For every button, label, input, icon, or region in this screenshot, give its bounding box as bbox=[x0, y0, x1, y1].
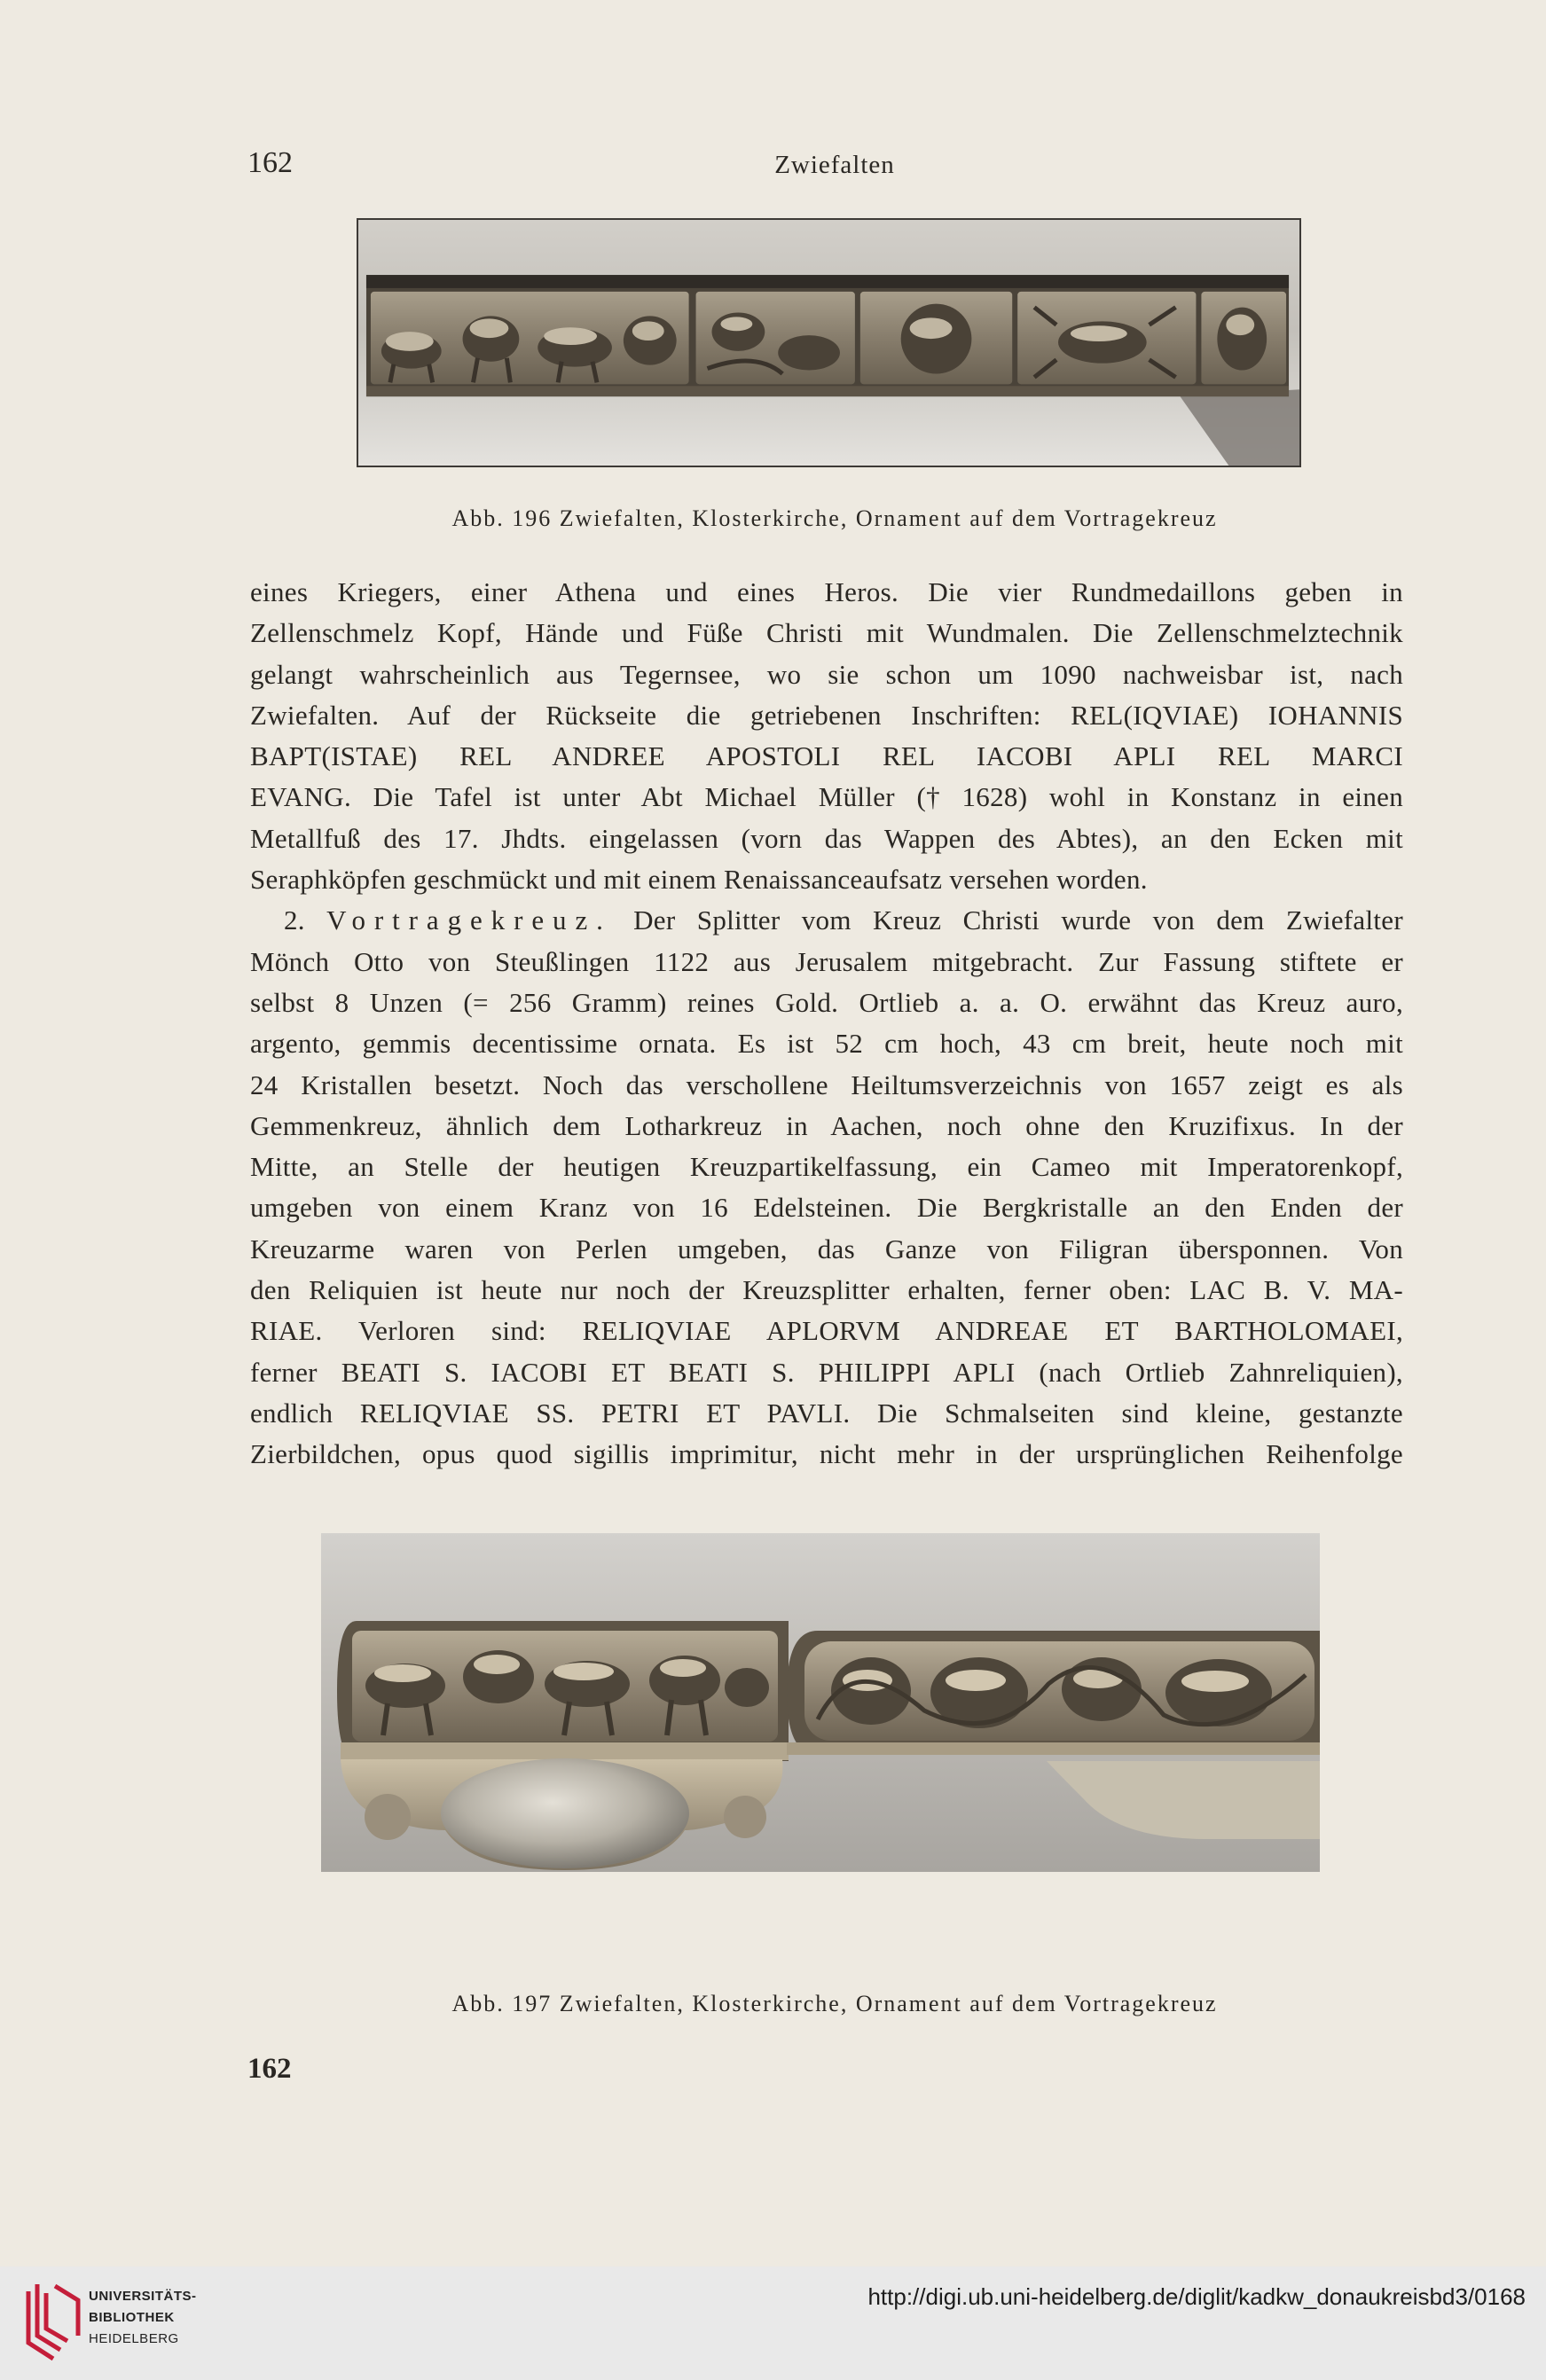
figure-196-photo bbox=[358, 220, 1299, 466]
text-line-content: Mönch Otto von Steußlingen 1122 aus Jerusalem mitgebracht. Zur Fassung stiftete er bbox=[250, 945, 1403, 977]
crystal-knob-left bbox=[365, 1794, 411, 1840]
rock-crystal bbox=[441, 1758, 689, 1868]
relief-highlight bbox=[470, 318, 509, 338]
relief-highlight bbox=[1071, 325, 1127, 341]
text-line-content: Seraphköpfen geschmückt und mit einem Renaissanceaufsatz versehen worden. bbox=[250, 864, 1148, 896]
running-header: Zwiefalten bbox=[774, 151, 895, 179]
text-line-content: selbst 8 Unzen (= 256 Gramm) reines Gold. Ortlieb a. a. O. erwähnt das Kreuz auro, bbox=[250, 986, 1403, 1018]
ornament-panel-5 bbox=[1201, 292, 1286, 384]
relief-highlight bbox=[660, 1659, 706, 1677]
ornament-panel-4 bbox=[1017, 292, 1196, 384]
text-line bbox=[250, 1393, 1403, 1434]
logo-stroke bbox=[46, 2293, 67, 2341]
library-name-line-1: UNIVERSITÄTS- bbox=[89, 2289, 197, 2304]
text-line-content: 24 Kristallen besetzt. Noch das verschollene Heiltumsverzeichnis von 1657 zeigt es als bbox=[250, 1069, 1403, 1100]
text-line bbox=[250, 983, 1403, 1023]
section-term: Vortragekreuz. bbox=[326, 904, 612, 936]
ornament-panel-1 bbox=[371, 292, 689, 384]
paragraph-2 bbox=[250, 900, 1403, 1475]
text-line-content bbox=[284, 900, 1403, 941]
text-line bbox=[250, 859, 1403, 900]
text-line bbox=[250, 1065, 1403, 1106]
text-line-content: argento, gemmis decentissime ornata. Es ist 52 cm hoch, 43 cm breit, heute noch mit bbox=[250, 1028, 1403, 1060]
body-text bbox=[250, 572, 1403, 1476]
relief-highlight bbox=[720, 317, 752, 331]
page-number-top: 162 bbox=[247, 146, 293, 179]
text-line-content: EVANG. Die Tafel ist unter Abt Michael Müller († 1628) wohl in Konstanz in einen bbox=[250, 781, 1403, 813]
text-line bbox=[250, 942, 1403, 983]
text-line bbox=[250, 1187, 1403, 1228]
relief-shadow bbox=[901, 304, 972, 374]
relief-shadow bbox=[725, 1668, 769, 1707]
section-number: 2. bbox=[284, 904, 305, 936]
band-bottom-rim bbox=[366, 386, 1289, 396]
text-line-content: Zellenschmelz Kopf, Hände und Füße Christi mit Wundmalen. Die Zellenschmelztechnik bbox=[250, 617, 1403, 649]
figure-197-caption: Abb. 197 Zwiefalten, Klosterkirche, Ornament auf dem Vortragekreuz bbox=[451, 1991, 1218, 2016]
relief-shadow bbox=[778, 335, 840, 370]
crystal-knob-right bbox=[724, 1796, 766, 1838]
logo-stroke bbox=[55, 2286, 78, 2336]
text-line-content: RIAE. Verloren sind: RELIQVIAE APLORVM ANDREAE ET BARTHOLOMAEI, bbox=[250, 1315, 1403, 1347]
text-line-content: Zierbildchen, opus quod sigillis imprimitur, nicht mehr in der ursprünglichen Reihenfolge bbox=[250, 1438, 1403, 1470]
text-line-content: umgeben von einem Kranz von 16 Edelsteinen. Die Bergkristalle an den Enden der bbox=[250, 1192, 1403, 1224]
band-rim-left bbox=[341, 1742, 789, 1760]
relief-highlight bbox=[946, 1670, 1006, 1691]
text-line-content: BAPT(ISTAE) REL ANDREE APOSTOLI REL IACOBI APLI REL MARCI bbox=[250, 740, 1403, 772]
text-line bbox=[250, 1106, 1403, 1147]
paragraph-1 bbox=[250, 572, 1403, 900]
ornament-panel-3 bbox=[860, 292, 1012, 384]
figure-197 bbox=[321, 1533, 1320, 1872]
page-number-bottom: 162 bbox=[247, 2053, 292, 2085]
relief-highlight bbox=[553, 1663, 614, 1680]
text-line-content: eines Kriegers, einer Athena und eines Heros. Die vier Rundmedaillons geben in bbox=[250, 576, 1403, 607]
logo-stroke bbox=[28, 2291, 53, 2359]
text-line-lead bbox=[250, 900, 1403, 941]
text-line-content: gelangt wahrscheinlich aus Tegernsee, wo sie schon um 1090 nachweisbar ist, nach bbox=[250, 658, 1403, 690]
text-line bbox=[250, 777, 1403, 818]
text-line-content: endlich RELIQVIAE SS. PETRI ET PAVLI. Die Schmalseiten sind kleine, gestanzte bbox=[250, 1397, 1403, 1429]
relief-highlight bbox=[474, 1655, 520, 1674]
text-line-content: Mitte, an Stelle der heutigen Kreuzpartikelfassung, ein Cameo mit Imperatorenkopf, bbox=[250, 1151, 1403, 1183]
text-line bbox=[250, 818, 1403, 859]
text-line bbox=[250, 1147, 1403, 1187]
text-line bbox=[250, 1270, 1403, 1311]
band-top-rim bbox=[366, 275, 1289, 288]
text-run: Der Splitter vom Kreuz Christi wurde von dem Zwiefalter bbox=[633, 904, 1403, 936]
figure-197-photo bbox=[321, 1533, 1320, 1872]
band-rim-right bbox=[787, 1742, 1320, 1755]
logo-stroke bbox=[37, 2284, 60, 2350]
figure-196-caption: Abb. 196 Zwiefalten, Klosterkirche, Ornament auf dem Vortragekreuz bbox=[451, 505, 1218, 531]
relief-highlight bbox=[374, 1664, 431, 1682]
relief-highlight bbox=[386, 332, 434, 351]
relief-medallion bbox=[1165, 1659, 1272, 1726]
text-line bbox=[250, 1434, 1403, 1475]
relief-highlight bbox=[1181, 1671, 1249, 1692]
text-line bbox=[250, 1352, 1403, 1393]
library-name-line-2: BIBLIOTHEK bbox=[89, 2310, 175, 2325]
ornament-panel-2 bbox=[696, 292, 855, 384]
relief-highlight bbox=[910, 317, 953, 339]
text-line-content: Kreuzarme waren von Perlen umgeben, das Ganze von Filigran übersponnen. Von bbox=[250, 1233, 1403, 1264]
relief-panel-right bbox=[804, 1641, 1314, 1741]
text-line bbox=[250, 654, 1403, 695]
relief-panel-left bbox=[352, 1631, 778, 1742]
library-name bbox=[89, 2286, 197, 2350]
figure-196 bbox=[357, 218, 1301, 467]
text-line-content: Zwiefalten. Auf der Rückseite die getriebenen Inschriften: REL(IQVIAE) IOHANNIS bbox=[250, 699, 1403, 731]
text-line bbox=[250, 695, 1403, 736]
text-line bbox=[250, 736, 1403, 777]
text-line bbox=[250, 613, 1403, 654]
digitization-footer bbox=[0, 2266, 1546, 2380]
library-name-line-3: HEIDELBERG bbox=[89, 2331, 179, 2346]
text-line bbox=[250, 572, 1403, 613]
text-line-content: den Reliquien ist heute nur noch der Kreuzsplitter erhalten, ferner oben: LAC B. V. MA- bbox=[250, 1274, 1403, 1306]
relief-highlight bbox=[544, 327, 597, 345]
text-line bbox=[250, 1229, 1403, 1270]
text-line-content: Gemmenkreuz, ähnlich dem Lotharkreuz in Aachen, noch ohne den Kruzifixus. In der bbox=[250, 1109, 1403, 1141]
text-line bbox=[250, 1023, 1403, 1064]
text-line bbox=[250, 1311, 1403, 1351]
text-line-content: ferner BEATI S. IACOBI ET BEATI S. PHILIPPI APLI (nach Ortlieb Zahnreliquien), bbox=[250, 1356, 1403, 1388]
text-line-content: Metallfuß des 17. Jhdts. eingelassen (vorn das Wappen des Abtes), an den Ecken mit bbox=[250, 822, 1403, 854]
ub-heidelberg-logo-icon bbox=[21, 2281, 85, 2362]
relief-highlight bbox=[1226, 314, 1254, 335]
relief-highlight bbox=[632, 321, 664, 341]
permalink-url: http://digi.ub.uni-heidelberg.de/diglit/kadkw_donaukreisbd3/0168 bbox=[867, 2283, 1526, 2310]
